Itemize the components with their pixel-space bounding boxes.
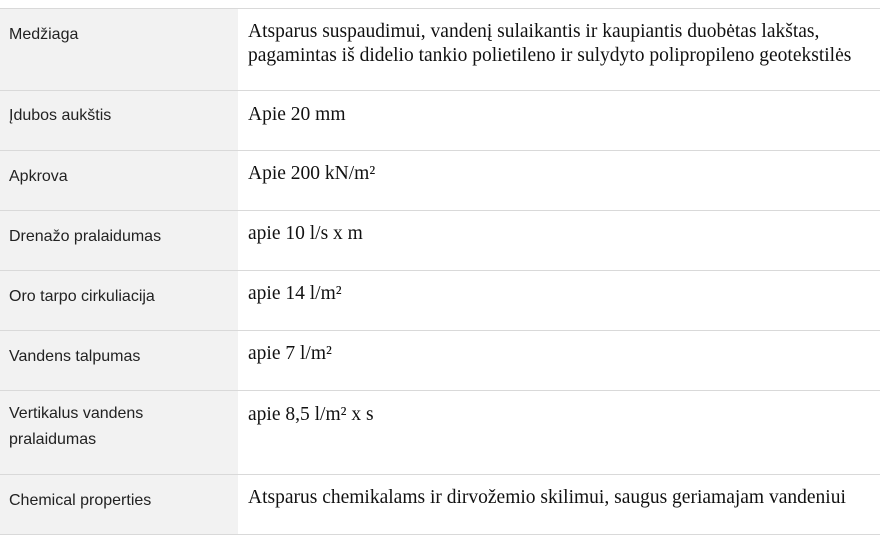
- value-line: apie 8,5 l/m² x s: [248, 404, 374, 425]
- row-value: [238, 91, 880, 150]
- table-row-drainage-capacity: [0, 211, 880, 271]
- row-label: Oro tarpo cirkuliacija: [0, 271, 238, 330]
- row-label: Vertikalus vandens pralaidumas: [0, 391, 238, 474]
- table-row-material: [0, 9, 880, 91]
- row-value: [238, 475, 880, 534]
- row-label: Drenažo pralaidumas: [0, 211, 238, 270]
- row-label: Medžiaga: [0, 9, 238, 90]
- row-value: [238, 331, 880, 390]
- row-value: [238, 9, 880, 90]
- value-line: Apie 20 mm: [248, 104, 346, 125]
- table-row-water-capacity: [0, 331, 880, 391]
- value-line: pagamintas iš didelio tankio polietileno ir sulydyto polipropileno geotekstilės: [248, 45, 852, 66]
- table-row-dimple-height: [0, 91, 880, 151]
- table-row-chemical-properties: [0, 475, 880, 535]
- row-value: [238, 391, 880, 474]
- table-row-vertical-permeability: [0, 391, 880, 475]
- row-value: [238, 211, 880, 270]
- table-row-load: [0, 151, 880, 211]
- specifications-table: [0, 8, 880, 535]
- row-label: Chemical properties: [0, 475, 238, 534]
- row-value: [238, 151, 880, 210]
- value-line: apie 7 l/m²: [248, 343, 332, 364]
- row-label: Apkrova: [0, 151, 238, 210]
- value-line: Atsparus suspaudimui, vandenį sulaikantis ir kaupiantis duobėtas lakštas,: [248, 21, 820, 42]
- row-label: Įdubos aukštis: [0, 91, 238, 150]
- row-value: [238, 271, 880, 330]
- table-row-air-gap-circulation: [0, 271, 880, 331]
- value-line: apie 10 l/s x m: [248, 223, 363, 244]
- value-line: Apie 200 kN/m²: [248, 163, 376, 184]
- row-label: Vandens talpumas: [0, 331, 238, 390]
- value-line: apie 14 l/m²: [248, 283, 342, 304]
- value-line: Atsparus chemikalams ir dirvožemio skilimui, saugus geriamajam vandeniui: [248, 487, 846, 508]
